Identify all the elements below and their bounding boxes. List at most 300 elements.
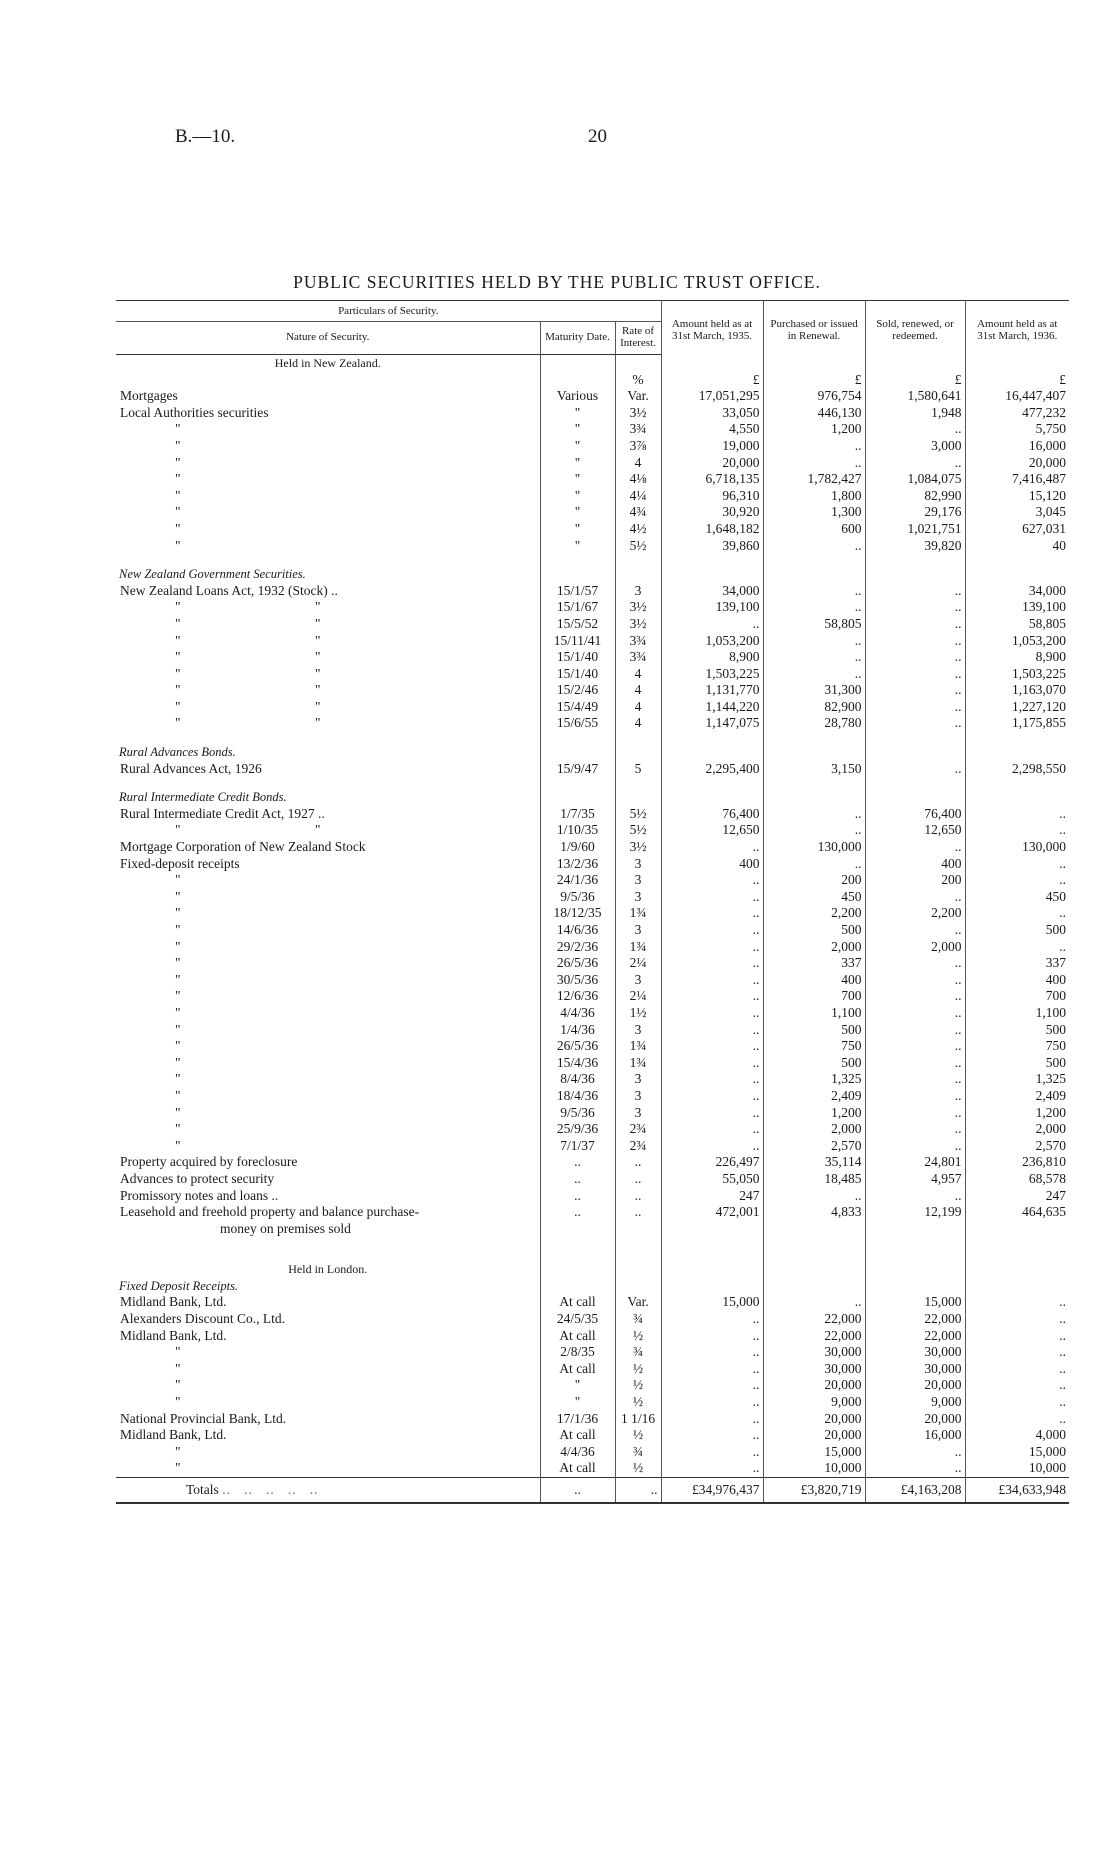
section-heading [116, 1261, 1069, 1278]
interest-rate: ¾ [615, 1311, 661, 1328]
sold-amount: 20,000 [865, 1411, 965, 1428]
maturity-date: 15/1/40 [540, 666, 615, 683]
table-row [116, 405, 1069, 422]
table-row [116, 1005, 1069, 1022]
purchased-amount: 1,300 [763, 504, 865, 521]
amount-held-1935: .. [661, 1361, 763, 1378]
sold-amount: 30,000 [865, 1361, 965, 1378]
maturity-date: 1/4/36 [540, 1022, 615, 1039]
purchased-amount: 600 [763, 521, 865, 538]
table-row [116, 1311, 1069, 1328]
securities-table [116, 300, 1069, 1504]
security-name: Midland Bank, Ltd. [120, 1427, 227, 1443]
table-row [116, 872, 1069, 889]
sold-amount: 400 [865, 856, 965, 873]
amount-held-1935: 1,131,770 [661, 682, 763, 699]
spacer-row [116, 777, 1069, 789]
amount-held-1936: 16,447,407 [965, 388, 1069, 405]
sold-amount: 15,000 [865, 1294, 965, 1311]
interest-rate: 3½ [615, 599, 661, 616]
header-rate: Rate of Interest. [615, 322, 661, 355]
maturity-date: " [540, 1394, 615, 1411]
amount-held-1936: 464,635 [965, 1204, 1069, 1221]
purchased-amount: 10,000 [763, 1460, 865, 1477]
maturity-date: " [540, 521, 615, 538]
interest-rate: ½ [615, 1427, 661, 1444]
table-row [116, 988, 1069, 1005]
purchased-amount: 976,754 [763, 388, 865, 405]
security-name: " [175, 1104, 181, 1120]
purchased-amount: 2,000 [763, 939, 865, 956]
purchased-amount: .. [763, 1188, 865, 1205]
sold-amount: .. [865, 1088, 965, 1105]
sold-amount: .. [865, 1005, 965, 1022]
purchased-amount: 2,409 [763, 1088, 865, 1105]
security-name: Local Authorities securities [120, 404, 269, 420]
interest-rate: 3 [615, 889, 661, 906]
amount-held-1936: 627,031 [965, 521, 1069, 538]
maturity-date: 17/1/36 [540, 1411, 615, 1428]
amount-held-1935: .. [661, 1328, 763, 1345]
maturity-date: 26/5/36 [540, 955, 615, 972]
security-name: Advances to protect security [120, 1170, 275, 1186]
security-name: " [175, 504, 181, 520]
amount-held-1935: .. [661, 1344, 763, 1361]
amount-held-1935: 30,920 [661, 504, 763, 521]
table-row [116, 972, 1069, 989]
page-reference: B.—10. [175, 126, 236, 147]
purchased-amount: 58,805 [763, 616, 865, 633]
sold-amount: .. [865, 616, 965, 633]
sold-amount: 9,000 [865, 1394, 965, 1411]
security-name: Fixed-deposit receipts [120, 855, 240, 871]
purchased-amount: 1,325 [763, 1071, 865, 1088]
maturity-date: " [540, 538, 615, 555]
purchased-amount: 28,780 [763, 715, 865, 732]
sold-amount: .. [865, 1105, 965, 1122]
interest-rate: 3½ [615, 839, 661, 856]
security-name: " [175, 905, 181, 921]
sold-amount: 82,990 [865, 488, 965, 505]
table-row [116, 1038, 1069, 1055]
amount-held-1936: 10,000 [965, 1460, 1069, 1477]
table-row [116, 905, 1069, 922]
amount-held-1935: 34,000 [661, 583, 763, 600]
maturity-date: At call [540, 1427, 615, 1444]
amount-held-1936: 500 [965, 1055, 1069, 1072]
purchased-amount: 20,000 [763, 1427, 865, 1444]
purchased-amount: £ [763, 372, 865, 389]
security-name: Mortgage Corporation of New Zealand Stock [120, 839, 366, 855]
maturity-date: 15/9/47 [540, 761, 615, 778]
maturity-date: " [540, 1377, 615, 1394]
amount-held-1936: .. [965, 939, 1069, 956]
interest-rate: 3 [615, 922, 661, 939]
amount-held-1936: .. [965, 822, 1069, 839]
interest-rate: 5½ [615, 538, 661, 555]
amount-held-1936: 58,805 [965, 616, 1069, 633]
table-row [116, 538, 1069, 555]
interest-rate: 4 [615, 699, 661, 716]
sold-amount: 1,084,075 [865, 471, 965, 488]
interest-rate: .. [615, 1188, 661, 1205]
header-nature: Nature of Security. [116, 322, 540, 355]
sold-amount: 2,000 [865, 939, 965, 956]
interest-rate: 1¾ [615, 905, 661, 922]
amount-held-1935: 39,860 [661, 538, 763, 555]
purchased-amount: 31,300 [763, 682, 865, 699]
amount-held-1936: 1,100 [965, 1005, 1069, 1022]
total-held-1935: £34,976,437 [661, 1478, 763, 1503]
security-name: " [175, 938, 181, 954]
amount-held-1935: .. [661, 1138, 763, 1155]
maturity-date [540, 372, 615, 389]
amount-held-1935: .. [661, 1022, 763, 1039]
sold-amount [865, 1221, 965, 1238]
maturity-date: 30/5/36 [540, 972, 615, 989]
security-name: money on premises sold [220, 1220, 351, 1236]
purchased-amount: 446,130 [763, 405, 865, 422]
amount-held-1936: .. [965, 1411, 1069, 1428]
sold-amount: .. [865, 1038, 965, 1055]
amount-held-1936: 1,053,200 [965, 633, 1069, 650]
table-row [116, 599, 1069, 616]
amount-held-1935: 247 [661, 1188, 763, 1205]
maturity-date: 29/2/36 [540, 939, 615, 956]
security-name: Rural Intermediate Credit Act, 1927 .. [120, 805, 325, 821]
security-name: " [175, 537, 181, 553]
interest-rate: 3¾ [615, 649, 661, 666]
purchased-amount: 2,200 [763, 905, 865, 922]
maturity-date: 1/10/35 [540, 822, 615, 839]
amount-held-1936: 1,163,070 [965, 682, 1069, 699]
section-heading [116, 355, 1069, 372]
security-name: Leasehold and freehold property and balance purchase- [120, 1204, 420, 1220]
security-name: " [175, 1087, 181, 1103]
security-name: " [175, 1054, 181, 1070]
security-name: " " [175, 698, 321, 714]
sold-amount: 1,580,641 [865, 388, 965, 405]
table-row [116, 1427, 1069, 1444]
purchased-amount: 1,200 [763, 1105, 865, 1122]
table-row [116, 1377, 1069, 1394]
maturity-date: " [540, 455, 615, 472]
purchased-amount: .. [763, 599, 865, 616]
purchased-amount: 3,150 [763, 761, 865, 778]
security-name: " [175, 955, 181, 971]
table-title: PUBLIC SECURITIES HELD BY THE PUBLIC TRUST OFFICE. [293, 272, 821, 292]
totals-label: Totals .. .. .. .. .. [116, 1478, 540, 1503]
interest-rate: 4 [615, 682, 661, 699]
interest-rate: 3 [615, 856, 661, 873]
purchased-amount: 500 [763, 1022, 865, 1039]
purchased-amount: .. [763, 666, 865, 683]
interest-rate: 4½ [615, 521, 661, 538]
table-row [116, 1022, 1069, 1039]
table-row [116, 1204, 1069, 1221]
table-row [116, 939, 1069, 956]
sold-amount: .. [865, 1022, 965, 1039]
amount-held-1935: 2,295,400 [661, 761, 763, 778]
table-row [116, 1460, 1069, 1477]
amount-held-1935: .. [661, 922, 763, 939]
purchased-amount: 20,000 [763, 1411, 865, 1428]
sold-amount: 4,957 [865, 1171, 965, 1188]
maturity-date: 24/5/35 [540, 1311, 615, 1328]
security-name: Mortgages [120, 388, 178, 404]
interest-rate: ½ [615, 1361, 661, 1378]
sold-amount: 39,820 [865, 538, 965, 555]
heading-text: Held in London. [288, 1262, 368, 1277]
amount-held-1936: .. [965, 905, 1069, 922]
amount-held-1936: .. [965, 1344, 1069, 1361]
sold-amount: 22,000 [865, 1311, 965, 1328]
security-name: " [175, 1021, 181, 1037]
security-name: " [175, 520, 181, 536]
header-particulars: Particulars of Security. [116, 301, 661, 322]
purchased-amount [763, 1221, 865, 1238]
amount-held-1936: .. [965, 1294, 1069, 1311]
interest-rate: .. [615, 1154, 661, 1171]
maturity-date: .. [540, 1204, 615, 1221]
sold-amount: .. [865, 421, 965, 438]
maturity-date: 18/4/36 [540, 1088, 615, 1105]
sold-amount: .. [865, 599, 965, 616]
security-name: " " [175, 665, 321, 681]
table-row [116, 1444, 1069, 1461]
table-row [116, 822, 1069, 839]
maturity-date: " [540, 471, 615, 488]
maturity-date: 9/5/36 [540, 1105, 615, 1122]
amount-held-1936: 68,578 [965, 1171, 1069, 1188]
sold-amount: .. [865, 649, 965, 666]
amount-held-1936: 40 [965, 538, 1069, 555]
purchased-amount: 200 [763, 872, 865, 889]
purchased-amount: 30,000 [763, 1361, 865, 1378]
security-name: " " [175, 822, 321, 838]
purchased-amount: 22,000 [763, 1311, 865, 1328]
maturity-date: 15/5/52 [540, 616, 615, 633]
maturity-date: At call [540, 1294, 615, 1311]
amount-held-1936: 750 [965, 1038, 1069, 1055]
maturity-date: 9/5/36 [540, 889, 615, 906]
sold-amount: .. [865, 839, 965, 856]
purchased-amount: 1,200 [763, 421, 865, 438]
purchased-amount: 1,782,427 [763, 471, 865, 488]
maturity-date: " [540, 504, 615, 521]
security-name: " [175, 1004, 181, 1020]
amount-held-1936: 130,000 [965, 839, 1069, 856]
spacer-row [116, 554, 1069, 566]
table-row [116, 1344, 1069, 1361]
header-purchased: Purchased or issued in Renewal. [763, 301, 865, 355]
interest-rate: 3 [615, 972, 661, 989]
interest-rate [615, 1221, 661, 1238]
purchased-amount: 450 [763, 889, 865, 906]
maturity-date: At call [540, 1460, 615, 1477]
maturity-date: 1/9/60 [540, 839, 615, 856]
security-name: " [175, 1460, 181, 1476]
interest-rate: 4¾ [615, 504, 661, 521]
maturity-date: At call [540, 1361, 615, 1378]
sold-amount: .. [865, 1138, 965, 1155]
amount-held-1935: 1,648,182 [661, 521, 763, 538]
table-row [116, 372, 1069, 389]
interest-rate: Var. [615, 1294, 661, 1311]
heading-text: Held in New Zealand. [274, 356, 381, 370]
maturity-date: 1/7/35 [540, 806, 615, 823]
interest-rate: 3 [615, 1105, 661, 1122]
amount-held-1936: 20,000 [965, 455, 1069, 472]
table-row [116, 856, 1069, 873]
purchased-amount: 500 [763, 922, 865, 939]
amount-held-1936: 3,045 [965, 504, 1069, 521]
amount-held-1936: 34,000 [965, 583, 1069, 600]
security-name: " [175, 471, 181, 487]
sold-amount: 12,199 [865, 1204, 965, 1221]
purchased-amount: .. [763, 538, 865, 555]
subsection-heading [116, 744, 1069, 761]
amount-held-1936: £ [965, 372, 1069, 389]
sold-amount: .. [865, 583, 965, 600]
sold-amount: 12,650 [865, 822, 965, 839]
amount-held-1935: .. [661, 1121, 763, 1138]
interest-rate: 1¾ [615, 939, 661, 956]
maturity-date: At call [540, 1328, 615, 1345]
amount-held-1936: 500 [965, 922, 1069, 939]
amount-held-1936: 236,810 [965, 1154, 1069, 1171]
amount-held-1936: .. [965, 1328, 1069, 1345]
security-name: Midland Bank, Ltd. [120, 1294, 227, 1310]
security-name: " [175, 922, 181, 937]
security-name: " " [175, 632, 321, 648]
maturity-date: 12/6/36 [540, 988, 615, 1005]
interest-rate: 3¾ [615, 421, 661, 438]
amount-held-1936: 8,900 [965, 649, 1069, 666]
sold-amount: .. [865, 761, 965, 778]
table-row [116, 455, 1069, 472]
amount-held-1936: 2,409 [965, 1088, 1069, 1105]
maturity-date: 15/11/41 [540, 633, 615, 650]
heading-text: Rural Advances Bonds. [119, 745, 236, 760]
table-row [116, 955, 1069, 972]
table-row [116, 1294, 1069, 1311]
security-name: " [175, 1038, 181, 1054]
interest-rate: ¾ [615, 1344, 661, 1361]
maturity-date [540, 1221, 615, 1238]
security-name: " [175, 1377, 181, 1393]
amount-held-1935: .. [661, 1105, 763, 1122]
table-row [116, 839, 1069, 856]
amount-held-1936: .. [965, 1394, 1069, 1411]
amount-held-1936: .. [965, 1377, 1069, 1394]
amount-held-1935: 20,000 [661, 455, 763, 472]
maturity-date: 14/6/36 [540, 922, 615, 939]
table-row [116, 761, 1069, 778]
table-row [116, 1138, 1069, 1155]
sold-amount: 30,000 [865, 1344, 965, 1361]
amount-held-1936: .. [965, 856, 1069, 873]
subsection-heading [116, 1278, 1069, 1295]
sold-amount: .. [865, 922, 965, 939]
purchased-amount: .. [763, 455, 865, 472]
interest-rate: 4 [615, 666, 661, 683]
purchased-amount: 750 [763, 1038, 865, 1055]
maturity-date: 13/2/36 [540, 856, 615, 873]
table-row [116, 438, 1069, 455]
amount-held-1935: 17,051,295 [661, 388, 763, 405]
security-name: " [175, 1344, 181, 1360]
maturity-date: 24/1/36 [540, 872, 615, 889]
table-row [116, 1071, 1069, 1088]
purchased-amount: 2,000 [763, 1121, 865, 1138]
interest-rate: Var. [615, 388, 661, 405]
amount-held-1936: 1,175,855 [965, 715, 1069, 732]
table-row [116, 1188, 1069, 1205]
sold-amount: .. [865, 455, 965, 472]
purchased-amount: 1,100 [763, 1005, 865, 1022]
maturity-date: " [540, 421, 615, 438]
security-name: " [175, 872, 181, 888]
amount-held-1935: .. [661, 905, 763, 922]
interest-rate: 1¾ [615, 1038, 661, 1055]
purchased-amount: 400 [763, 972, 865, 989]
purchased-amount: 82,900 [763, 699, 865, 716]
table-row [116, 583, 1069, 600]
table-row [116, 1105, 1069, 1122]
interest-rate: ½ [615, 1394, 661, 1411]
maturity-date: 18/12/35 [540, 905, 615, 922]
amount-held-1936: 2,570 [965, 1138, 1069, 1155]
amount-held-1935: 472,001 [661, 1204, 763, 1221]
amount-held-1935: .. [661, 1311, 763, 1328]
amount-held-1935: .. [661, 1460, 763, 1477]
total-sold: £4,163,208 [865, 1478, 965, 1503]
table-row [116, 889, 1069, 906]
table-row [116, 699, 1069, 716]
sold-amount: .. [865, 1055, 965, 1072]
maturity-date: 15/4/49 [540, 699, 615, 716]
amount-held-1935: .. [661, 1394, 763, 1411]
table-row [116, 922, 1069, 939]
sold-amount: 3,000 [865, 438, 965, 455]
security-name: " [175, 1137, 181, 1153]
interest-rate: 3⅞ [615, 438, 661, 455]
amount-held-1936: 2,298,550 [965, 761, 1069, 778]
interest-rate: 2¾ [615, 1121, 661, 1138]
maturity-date: 4/4/36 [540, 1005, 615, 1022]
purchased-amount: 130,000 [763, 839, 865, 856]
spacer-row [116, 1237, 1069, 1249]
security-name [116, 372, 540, 389]
amount-held-1936: 500 [965, 1022, 1069, 1039]
amount-held-1935: 19,000 [661, 438, 763, 455]
spacer-row [116, 1249, 1069, 1261]
amount-held-1936: 477,232 [965, 405, 1069, 422]
sold-amount: 200 [865, 872, 965, 889]
interest-rate: 3 [615, 1022, 661, 1039]
table-row [116, 666, 1069, 683]
interest-rate: 4 [615, 715, 661, 732]
total-purchased: £3,820,719 [763, 1478, 865, 1503]
amount-held-1935: .. [661, 1427, 763, 1444]
amount-held-1935: 1,147,075 [661, 715, 763, 732]
security-name: " " [175, 649, 321, 665]
amount-held-1935: 226,497 [661, 1154, 763, 1171]
maturity-date: " [540, 488, 615, 505]
purchased-amount: 9,000 [763, 1394, 865, 1411]
amount-held-1935: .. [661, 1038, 763, 1055]
